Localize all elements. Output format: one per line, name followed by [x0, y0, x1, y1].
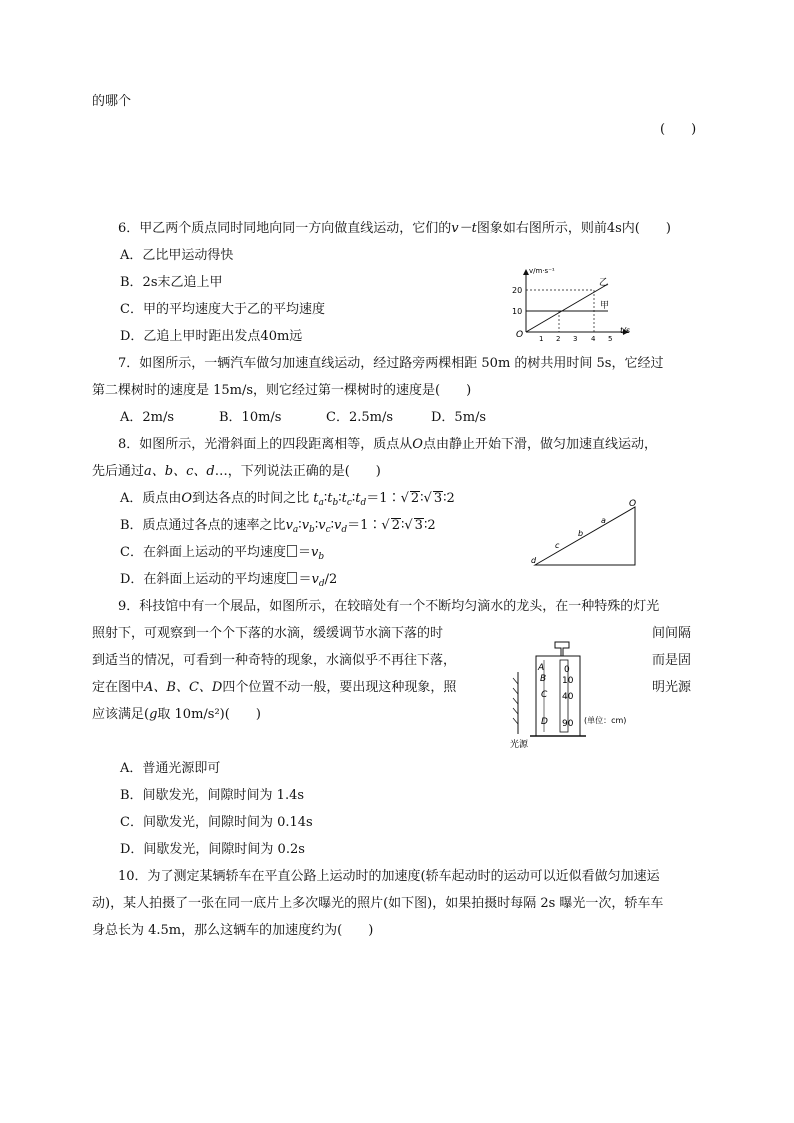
q9-line5: 应该满足(g取 10m/s²)( ): [92, 707, 261, 722]
q10-line1: 10．为了测定某辆轿车在平直公路上运动时的加速度(轿车起动时的运动可以近似看做匀加速运: [118, 869, 660, 884]
text-line: 的哪个: [92, 94, 132, 109]
q9-drip-figure: [500, 638, 650, 750]
q9-line2: 照射下，可观察到一个个下落的水滴，缓缓调节水滴下落的时: [92, 626, 444, 641]
point-label: D: [541, 717, 548, 727]
x-axis-label: t/s: [620, 326, 630, 335]
q7-option-d: D．5m/s: [431, 410, 487, 425]
point-label: A: [538, 663, 545, 673]
point-label: b: [578, 529, 584, 538]
x-tick-label: 5: [608, 335, 613, 342]
point-label: O: [629, 499, 637, 509]
scale-mark: 40: [562, 692, 574, 702]
scale-mark: 0: [564, 665, 570, 675]
q8-option-a: A．质点由O到达各点的时间之比 $t_a∶t_b∶t_c∶t_d=1∶√$ 2∶√ 3∶2: [120, 491, 455, 508]
q6-option-d: D．乙追上甲时距出发点40m远: [120, 329, 303, 344]
scale-mark: 10: [562, 676, 574, 686]
y-tick-label: 20: [512, 286, 523, 295]
origin-label: O: [516, 330, 524, 340]
scale-mark: 90: [562, 719, 574, 729]
q8-incline-figure: [525, 495, 650, 570]
q8-option-d: D．在斜面上运动的平均速度 $=v_d/2$: [120, 572, 338, 589]
unit-label: (单位：cm): [584, 716, 627, 725]
q6-option-a: A．乙比甲运动得快: [120, 248, 234, 263]
line-yi-label: 乙: [599, 278, 609, 288]
x-tick-label: 1: [539, 335, 544, 342]
q9-line2-tail: 间间隔: [652, 626, 692, 641]
line-jia-label: 甲: [600, 301, 610, 311]
q6-vt-graph: [508, 262, 643, 342]
q10-line2: 动)，某人拍摄了一张在同一底片上多次曝光的照片(如下图)，如果拍摄时每隔 2s 曝光一次，轿车车: [92, 896, 664, 911]
x-tick-label: 4: [591, 335, 596, 342]
answer-bracket: ( ): [660, 122, 697, 137]
incline-triangle: [535, 507, 635, 565]
q8-stem-line1: 8．如图所示，光滑斜面上的四段距离相等，质点从O点由静止开始下滑，做匀加速直线运动，: [118, 437, 657, 452]
y-tick-label: 10: [512, 307, 523, 316]
q8-option-c: C．在斜面上运动的平均速度 $=v_b$: [120, 545, 325, 562]
point-label: d: [531, 556, 537, 565]
q7-option-c: C．2.5m/s: [326, 410, 393, 425]
q9-option-b: B．间歇发光，间隙时间为 1.4s: [120, 788, 305, 803]
q7-stem-line1: 7．如图所示，一辆汽车做匀加速直线运动，经过路旁两棵相距 50m 的树共用时间 5s，它经过: [118, 356, 664, 371]
q7-option-a: A．2m/s: [120, 410, 175, 425]
q7-stem-line2: 第二棵树时的速度是 15m/s，则它经过第一棵树时的速度是( ): [92, 383, 472, 398]
q9-line3-tail: 而是固: [652, 653, 692, 668]
q9-line3: 到适当的情况，可看到一种奇特的现象，水滴似乎不再往下落，: [92, 653, 457, 668]
x-tick-label: 3: [573, 335, 578, 342]
q7-option-b: B．10m/s: [219, 410, 282, 425]
q9-option-d: D．间歇发光，间隙时间为 0.2s: [120, 842, 305, 857]
point-label: C: [541, 690, 548, 700]
q6-option-b: B．2s末乙追上甲: [120, 275, 223, 290]
q10-line3: 身总长为 4.5m，那么这辆车的加速度约为( ): [92, 923, 374, 938]
x-tick-label: 2: [556, 335, 561, 342]
q8-stem-line2: 先后通过a、b、c、d…，下列说法正确的是( ): [92, 464, 381, 479]
q9-option-a: A．普通光源即可: [120, 761, 221, 776]
q9-option-c: C．间歇发光，间隙时间为 0.14s: [120, 815, 313, 830]
q6-stem: 6．甲乙两个质点同时同地向同一方向做直线运动，它们的v－t图象如右图所示，则前4s内( ): [118, 221, 671, 236]
q8-option-b: B．质点通过各点的速率之比$v_a∶v_b∶v_c∶v_d=1∶√$ 2∶√ 3∶2: [120, 518, 436, 535]
y-axis-label: v/m·s⁻¹: [529, 267, 555, 275]
point-label: a: [601, 516, 606, 525]
q9-line4-tail: 明光源: [652, 680, 692, 695]
point-label: c: [555, 541, 560, 550]
q6-option-c: C．甲的平均速度大于乙的平均速度: [120, 302, 325, 317]
point-label: B: [540, 674, 547, 684]
faucet-icon: [555, 642, 569, 656]
line-yi: [526, 284, 608, 332]
light-source-label: 光源: [510, 740, 529, 750]
q9-line4: 定在图中A、B、C、D四个位置不动一般，要出现这种现象，照: [92, 680, 457, 695]
q9-line1: 9．科技馆中有一个展品，如图所示，在较暗处有一个不断均匀滴水的龙头，在一种特殊的灯光: [118, 599, 660, 614]
